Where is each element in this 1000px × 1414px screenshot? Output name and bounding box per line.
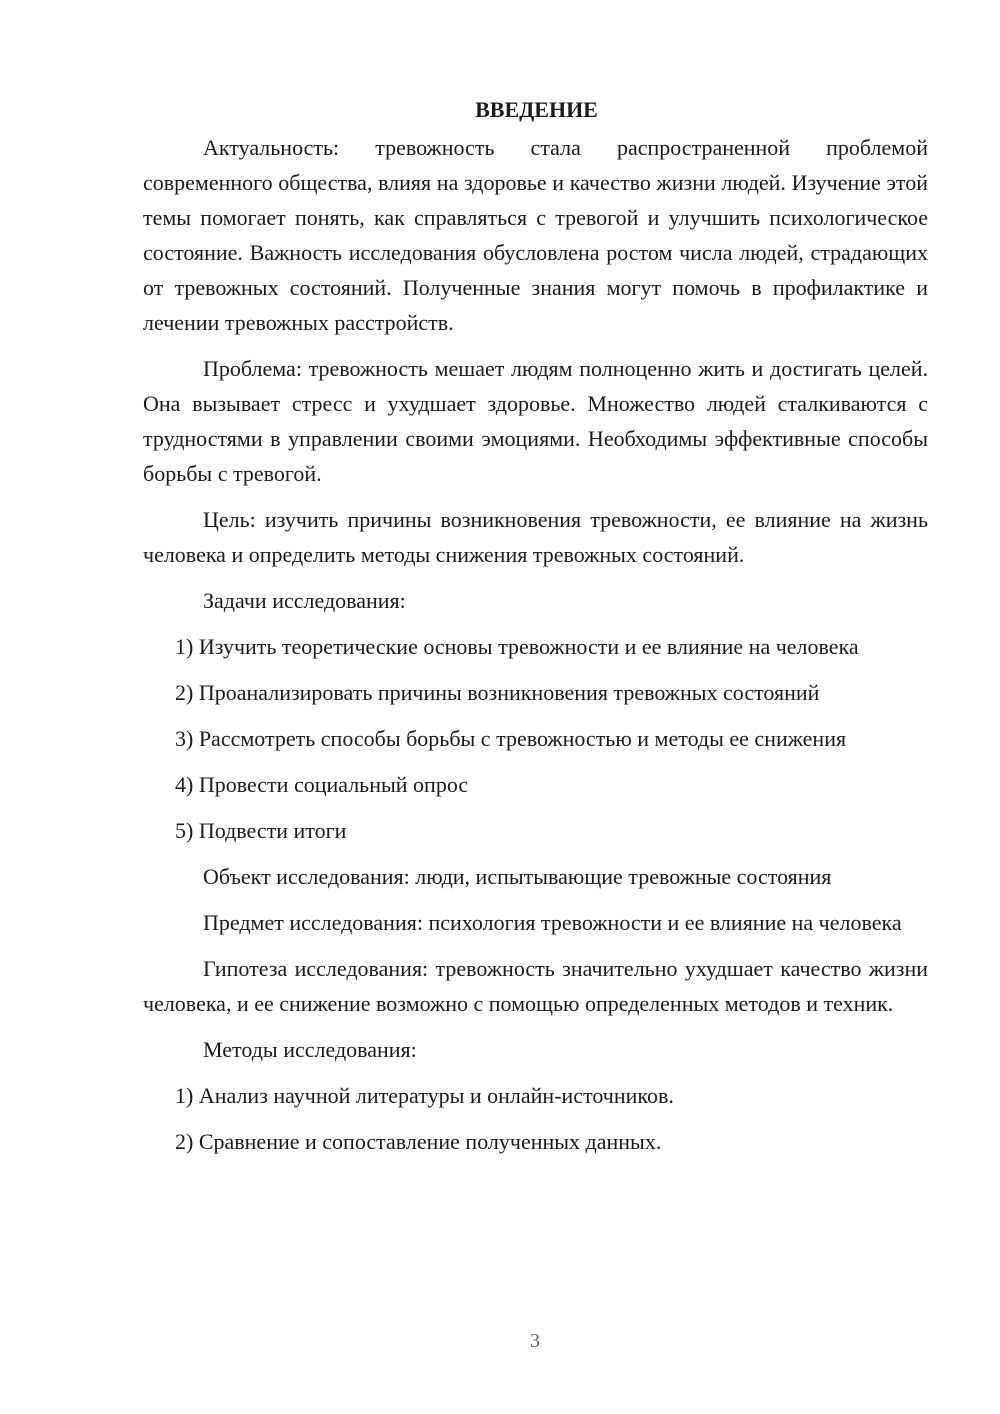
paragraph-object: Объект исследования: люди, испытывающие тревожные состояния xyxy=(203,864,832,889)
tasks-heading: Задачи исследования: xyxy=(203,588,406,613)
task-item-4: 4) Провести социальный опрос xyxy=(175,772,469,797)
task-item-5: 5) Подвести итоги xyxy=(175,818,347,843)
task-item-1: 1) Изучить теоретические основы тревожности и ее влияние на человека xyxy=(175,634,859,659)
paragraph-goal: Цель: изучить причины возникновения тревожности, ее влияние на жизнь человека и определить методы снижения тревожных состояний. xyxy=(143,507,928,567)
paragraph-subject: Предмет исследования: психология тревожности и ее влияние на человека xyxy=(203,910,902,935)
paragraph-hypothesis: Гипотеза исследования: тревожность значительно ухудшает качество жизни человека, и ее снижение возможно с помощью определенных методов и техник. xyxy=(143,956,928,1016)
task-item-3: 3) Рассмотреть способы борьбы с тревожностью и методы ее снижения xyxy=(175,726,847,751)
task-item-2: 2) Проанализировать причины возникновения тревожных состояний xyxy=(175,680,820,705)
method-item-1: 1) Анализ научной литературы и онлайн-источников. xyxy=(175,1083,674,1108)
paragraph-problem: Проблема: тревожность мешает людям полноценно жить и достигать целей. Она вызывает стресс и ухудшает здоровье. Множество людей сталкиваются с трудностями в управлении своими эмоциями. Необходимы эффективные способы борьбы с тревогой. xyxy=(143,356,928,486)
document-page xyxy=(143,92,928,1159)
methods-heading: Методы исследования: xyxy=(203,1037,417,1062)
paragraph-relevance: Актуальность: тревожность стала распространенной проблемой современного общества, влияя на здоровье и качество жизни людей. Изучение этой темы помогает понять, как справляться с тревогой и улучшить психологическое состояние. Важность исследования обусловлена ростом числа людей, страдающих от тревожных состояний. Полученные знания могут помочь в профилактике и лечении тревожных расстройств. xyxy=(143,135,928,335)
page-number: 3 xyxy=(530,1330,540,1352)
section-title: ВВЕДЕНИЕ xyxy=(475,97,598,122)
method-item-2: 2) Сравнение и сопоставление полученных данных. xyxy=(175,1129,662,1154)
